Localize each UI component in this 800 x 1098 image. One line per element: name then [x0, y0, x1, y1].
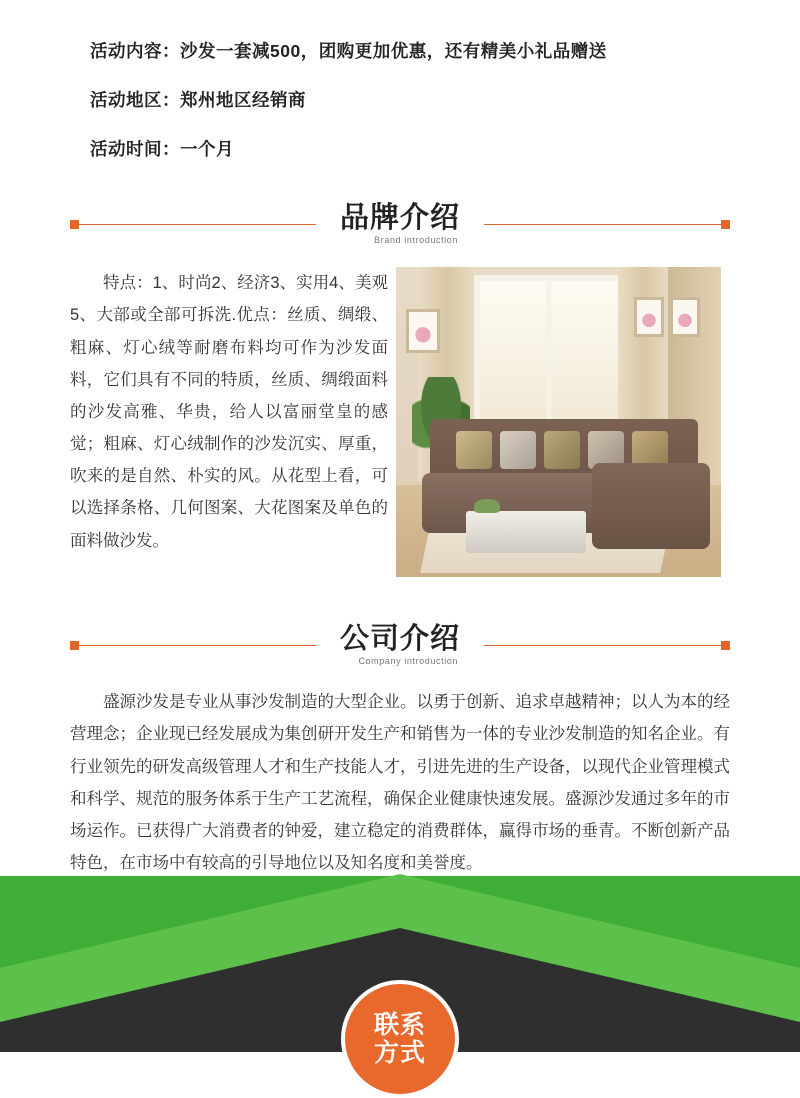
- wall-picture-right: [670, 297, 700, 337]
- sofa-chaise: [592, 463, 710, 549]
- company-heading-cn: 公司介绍: [340, 623, 461, 656]
- contact-badge-line2: 方式: [373, 1039, 426, 1067]
- heading-rule-left: [70, 645, 316, 646]
- company-description-text: 盛源沙发是专业从事沙发制造的大型企业。以勇于创新、追求卓越精神；以人为本的经营理念；企业现已经发展成为集创研开发生产和销售为一体的专业沙发制造的知名企业。有行业领先的研发高级管理人才和生产技能人才，引进先进的生产设备，以现代企业管理模式和科学、规范的服务体系于生产工艺流程，确保企业健康快速发展。盛源沙发通过多年的市场运作。已获得广大消费者的钟爱，建立稳定的消费群体，赢得市场的垂青。不断创新产品特色，在市场中有较高的引导地位以及知名度和美誉度。: [70, 693, 730, 873]
- brand-description: [70, 267, 396, 557]
- promo-block: [0, 0, 800, 160]
- heading-rule-right: [484, 645, 730, 646]
- window-mullion-horizontal: [480, 348, 618, 353]
- promo-line-region: 活动地区：郑州地区经销商: [90, 89, 306, 110]
- promo-line-duration: 活动时间：一个月: [90, 138, 234, 159]
- sofa-room-photo: [396, 267, 721, 577]
- company-heading-en: Company introduction: [358, 656, 459, 667]
- wall-picture-left: [406, 309, 440, 353]
- heading-rule-left: [70, 224, 316, 225]
- sofa-pillow: [456, 431, 492, 469]
- sofa-pillow: [500, 431, 536, 469]
- brand-heading-text: [316, 204, 484, 245]
- brand-section-heading: [70, 186, 730, 245]
- coffee-table: [466, 511, 586, 553]
- brand-description-text: 特点：1、时尚2、经济3、实用4、美观5、大部或全部可拆洗.优点：丝质、绸缎、粗麻、灯心绒等耐磨布料均可作为沙发面料，它们具有不同的特质，丝质、绸缎面料的沙发高雅、华贵，给人以富丽堂皇的感觉；粗麻、灯心绒制作的沙发沉实、厚重，吹来的是自然、朴实的风。从花型上看，可以选择条格、几何图案、大花图案及单色的面料做沙发。: [70, 274, 388, 550]
- footer-banner: [0, 872, 800, 1067]
- brand-heading-cn: 品牌介绍: [340, 202, 461, 235]
- contact-badge-line1: 联系: [373, 1011, 426, 1039]
- brand-heading-en: Brand introduction: [374, 235, 459, 246]
- heading-rule-right: [484, 224, 730, 225]
- wall-picture-middle: [634, 297, 664, 337]
- company-heading-text: [316, 625, 484, 666]
- brand-body: [70, 267, 730, 577]
- sofa-pillow: [544, 431, 580, 469]
- company-description: [70, 686, 730, 879]
- promo-line-content: 活动内容：沙发一套减500，团购更加优惠，还有精美小礼品赠送: [90, 41, 607, 61]
- photo-window: [474, 275, 624, 425]
- company-section-heading: [70, 607, 730, 666]
- contact-badge[interactable]: [341, 980, 459, 1098]
